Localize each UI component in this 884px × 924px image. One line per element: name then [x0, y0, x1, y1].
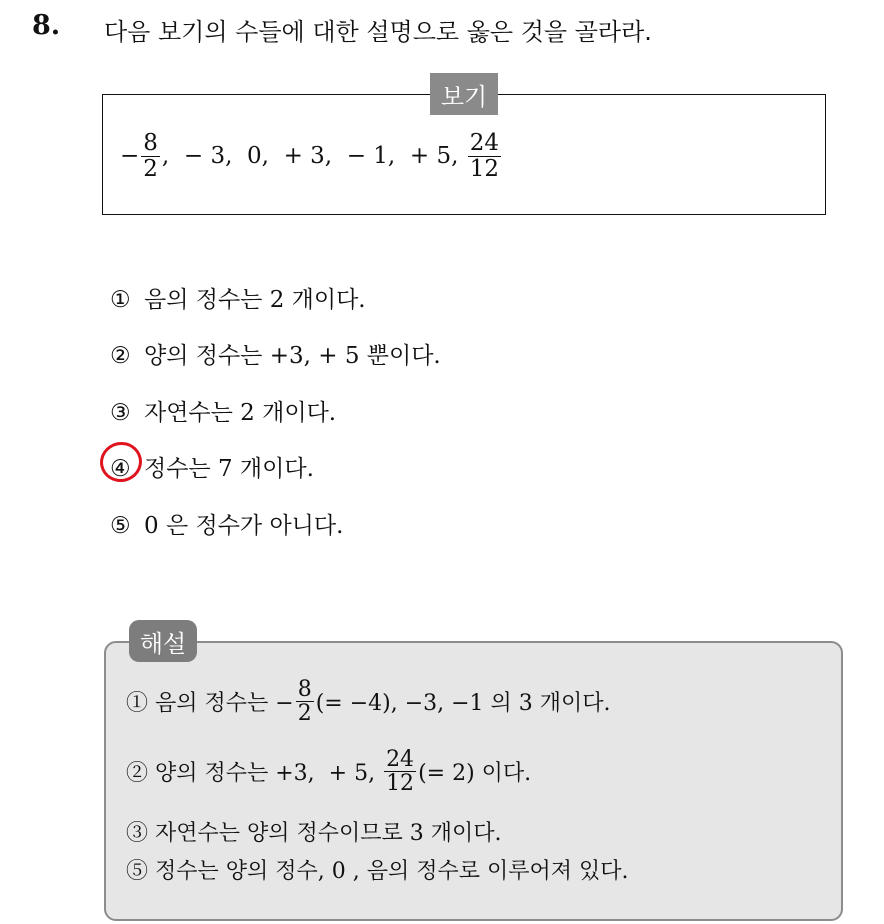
bogi-label: 보기: [430, 73, 498, 115]
bogi-fraction-1: [141, 131, 160, 180]
explanation-line-2-denominator: 12: [386, 771, 415, 797]
explanation-line-4-text: ⑤ 정수는 양의 정수, 0 , 음의 정수로 이루어져 있다.: [126, 859, 629, 884]
bogi-numbers: [120, 124, 503, 188]
choice-3-mark: ③: [110, 400, 131, 426]
explanation-line-1-post: (= −4), −3, −1 의 3 개이다.: [315, 691, 611, 717]
explanation-line-2-numerator: 24: [386, 747, 415, 772]
explanation-line-2-pre: ② 양의 정수는 +3, + 5,: [126, 761, 383, 787]
choice-2-text: 양의 정수는 +3, + 5 뿐이다.: [144, 343, 441, 369]
explanation-line-2-post: (= 2) 이다.: [418, 761, 532, 787]
bogi-fraction-sign: −: [120, 143, 140, 169]
choice-4-text: 정수는 7 개이다.: [144, 456, 314, 482]
bogi-fraction-1-denominator: 2: [143, 155, 158, 182]
choice-5[interactable]: [110, 507, 343, 540]
choice-1[interactable]: [110, 281, 366, 314]
bogi-fraction-2-denominator: 12: [469, 155, 499, 182]
question-text: 다음 보기의 수들에 대한 설명으로 옳은 것을 골라라.: [104, 18, 652, 46]
choice-3[interactable]: [110, 394, 336, 427]
explanation-line-3: [126, 816, 502, 847]
question-number: 8.: [32, 10, 61, 41]
explanation-line-1-numerator: 8: [297, 677, 312, 702]
explanation-line-2: [126, 748, 531, 795]
bogi-fraction-2-numerator: 24: [469, 130, 499, 157]
explanation-line-1-fraction: [296, 678, 314, 725]
bogi-fraction-2: [468, 131, 501, 180]
choice-2-mark: ②: [110, 343, 131, 369]
explanation-line-4: [126, 854, 628, 885]
bogi-integer-list: , − 3, 0, + 3, − 1, + 5,: [161, 143, 466, 169]
choice-5-mark: ⑤: [110, 513, 131, 539]
explanation-line-1: [126, 678, 611, 725]
explanation-line-1-pre: ① 음의 정수는 −: [126, 691, 294, 717]
choice-4-mark: ④: [110, 456, 131, 482]
explanation-label: 해설: [129, 620, 197, 662]
explanation-line-1-denominator: 2: [297, 701, 312, 727]
choice-2[interactable]: [110, 337, 441, 370]
bogi-fraction-1-numerator: 8: [143, 130, 158, 157]
explanation-line-2-fraction: [384, 748, 416, 795]
choice-3-text: 자연수는 2 개이다.: [144, 400, 337, 426]
choice-1-text: 음의 정수는 2 개이다.: [144, 287, 366, 313]
explanation-line-3-text: ③ 자연수는 양의 정수이므로 3 개이다.: [126, 821, 502, 846]
choice-5-text: 0 은 정수가 아니다.: [144, 513, 344, 539]
choice-1-mark: ①: [110, 287, 131, 313]
